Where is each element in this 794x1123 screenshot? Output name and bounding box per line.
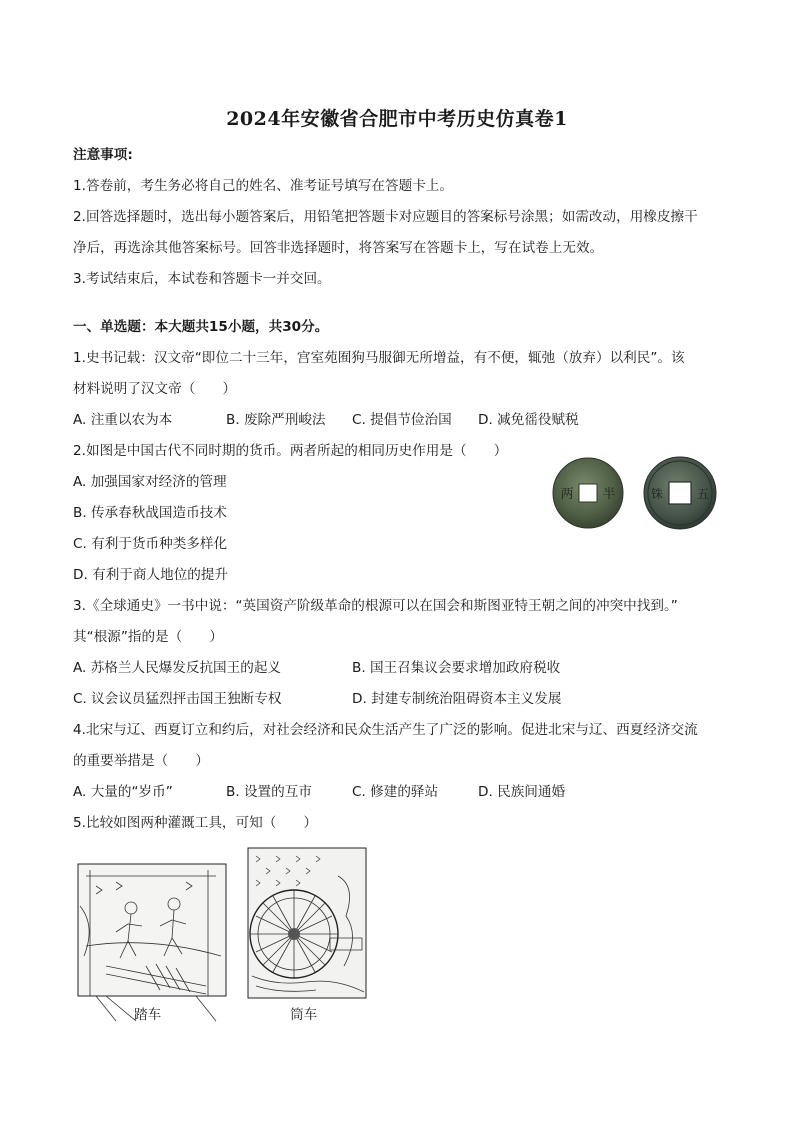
coin-char: 铢 (650, 487, 664, 501)
question-3-stem: 3.《全球通史》一书中说：“英国资产阶级革命的根源可以在国会和斯图亚特王朝之间的冲突中找到。” (73, 598, 678, 614)
question-2-stem: 2.如图是中国古代不同时期的货币。两者所起的相同历史作用是（ ） (73, 443, 508, 459)
question-3-option-a[interactable]: A. 苏格兰人民爆发反抗国王的起义 (73, 660, 282, 676)
question-4-stem: 4.北宋与辽、西夏订立和约后，对社会经济和民众生活产生了广泛的影响。促进北宋与辽、西夏经济交流 (73, 722, 698, 738)
question-2-option-d[interactable]: D. 有利于商人地位的提升 (73, 567, 229, 583)
question-1-option-c[interactable]: C. 提倡节俭治国 (352, 412, 452, 428)
question-1-stem: 1.史书记载：汉文帝“即位二十三年，宫室苑囿狗马服御无所增益，有不便，辄弛（放弃）以利民”。该 (73, 350, 685, 366)
question-4-option-a[interactable]: A. 大量的“岁币” (73, 784, 173, 800)
notice-item: 2.回答选择题时，选出每小题答案后，用铅笔把答题卡对应题目的答案标号涂黑；如需改动，用橡皮擦干 (73, 209, 698, 225)
notice-heading: 注意事项: (73, 147, 133, 163)
coin-char: 五 (696, 487, 710, 501)
notice-item: 净后，再选涂其他答案标号。回答非选择题时，将答案写在答题卡上，写在试卷上无效。 (73, 240, 604, 256)
question-5-stem: 5.比较如图两种灌溉工具，可知（ ） (73, 815, 318, 831)
question-1-option-b[interactable]: B. 废除严刑峻法 (226, 412, 326, 428)
coin-char: 两 (560, 487, 574, 502)
notice-item: 1.答卷前，考生务必将自己的姓名、准考证号填写在答题卡上。 (73, 178, 453, 194)
question-1-option-d[interactable]: D. 减免徭役赋税 (478, 412, 579, 428)
treadle-pump-illustration (78, 864, 226, 1021)
question-3-option-c[interactable]: C. 议会议员猛烈抨击国王独断专权 (73, 691, 282, 707)
question-4-stem: 的重要举措是（ ） (73, 753, 209, 769)
notice-item: 3.考试结束后，本试卷和答题卡一并交回。 (73, 271, 331, 287)
question-4-option-d[interactable]: D. 民族间通婚 (478, 784, 566, 800)
banliang-coin (553, 458, 623, 528)
caption-treadle-pump: 踏车 (134, 1007, 162, 1023)
page-title: 2024年安徽省合肥市中考历史仿真卷1 (226, 108, 568, 130)
caption-waterwheel: 筒车 (290, 1007, 318, 1023)
question-2-option-b[interactable]: B. 传承春秋战国造币技术 (73, 505, 227, 521)
question-3-option-b[interactable]: B. 国王召集议会要求增加政府税收 (352, 660, 561, 676)
question-1-stem: 材料说明了汉文帝（ ） (73, 381, 237, 397)
question-2-option-c[interactable]: C. 有利于货币种类多样化 (73, 536, 228, 552)
question-1-option-a[interactable]: A. 注重以农为本 (73, 412, 173, 428)
question-4-option-c[interactable]: C. 修建的驿站 (352, 784, 439, 800)
irrigation-figure (76, 846, 368, 1026)
coins-figure (548, 456, 720, 530)
question-3-option-d[interactable]: D. 封建专制统治阻碍资本主义发展 (352, 691, 562, 707)
wuzhu-coin (644, 457, 716, 529)
section-heading: 一、单选题：本大题共15小题，共30分。 (73, 319, 329, 335)
question-4-option-b[interactable]: B. 设置的互市 (226, 784, 312, 800)
question-2-option-a[interactable]: A. 加强国家对经济的管理 (73, 474, 227, 490)
bamboo-waterwheel-illustration (248, 848, 366, 998)
coin-char: 半 (602, 487, 616, 502)
question-3-stem: 其“根源”指的是（ ） (73, 629, 224, 645)
